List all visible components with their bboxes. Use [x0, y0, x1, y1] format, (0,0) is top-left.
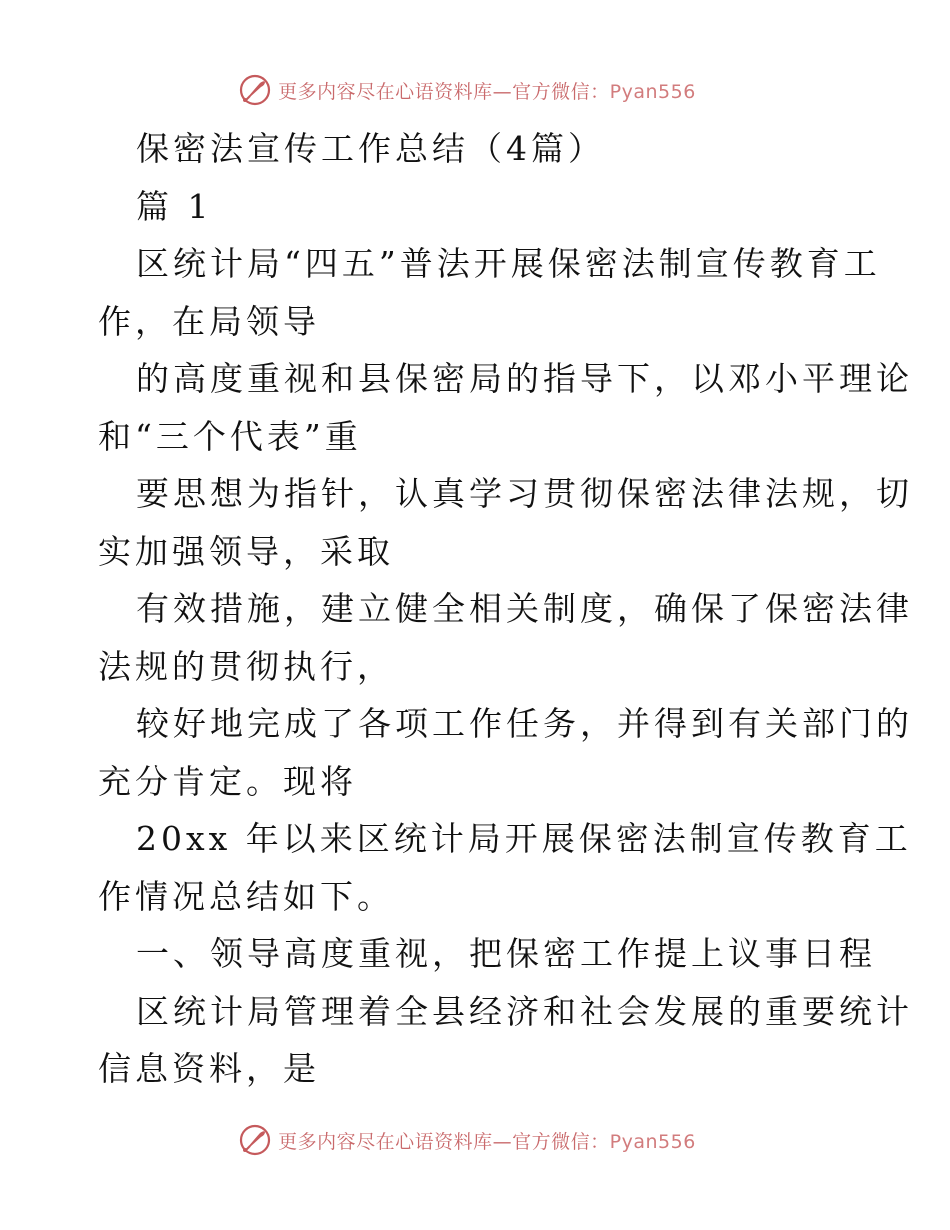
body-line: 信息资料，是	[98, 1049, 320, 1088]
body-line: 的高度重视和县保密局的指导下，以邓小平理论	[136, 359, 913, 398]
body-line: 较好地完成了各项工作任务，并得到有关部门的	[136, 704, 913, 743]
body-line: 作情况总结如下。	[98, 876, 394, 916]
body-line: 区统计局“四五”普法开展保密法制宣传教育工	[136, 244, 881, 283]
header-banner	[0, 70, 950, 110]
quill-pen-logo-icon	[238, 73, 272, 107]
section-heading: 篇 1	[136, 186, 213, 226]
body-line: 20xx 年以来区统计局开展保密法制宣传教育工	[136, 819, 912, 858]
body-line: 有效措施，建立健全相关制度，确保了保密法律	[136, 589, 913, 628]
body-line: 和“三个代表”重	[98, 416, 362, 456]
body-line: 充分肯定。现将	[98, 761, 357, 801]
banner-text: 更多内容尽在心语资料库—官方微信：Pyan556	[278, 80, 696, 103]
body-line: 区统计局管理着全县经济和社会发展的重要统计	[136, 991, 913, 1031]
document-title: 保密法宣传工作总结（4篇）	[136, 129, 605, 168]
body-line: 要思想为指针，认真学习贯彻保密法律法规，切	[136, 474, 913, 513]
document-body	[98, 120, 913, 1098]
body-line: 法规的贯彻执行，	[98, 646, 394, 686]
footer-banner	[0, 1120, 950, 1160]
banner-text: 更多内容尽在心语资料库—官方微信：Pyan556	[278, 1130, 696, 1153]
quill-pen-logo-icon	[238, 1123, 272, 1157]
subsection-heading: 一、领导高度重视，把保密工作提上议事日程	[136, 934, 876, 973]
body-line: 实加强领导，采取	[98, 531, 394, 571]
banner-group	[238, 1123, 696, 1157]
banner-group	[238, 73, 696, 107]
wechat-id: Pyan556	[609, 1130, 696, 1153]
wechat-id: Pyan556	[609, 80, 696, 103]
body-line: 作，在局领导	[98, 301, 320, 341]
